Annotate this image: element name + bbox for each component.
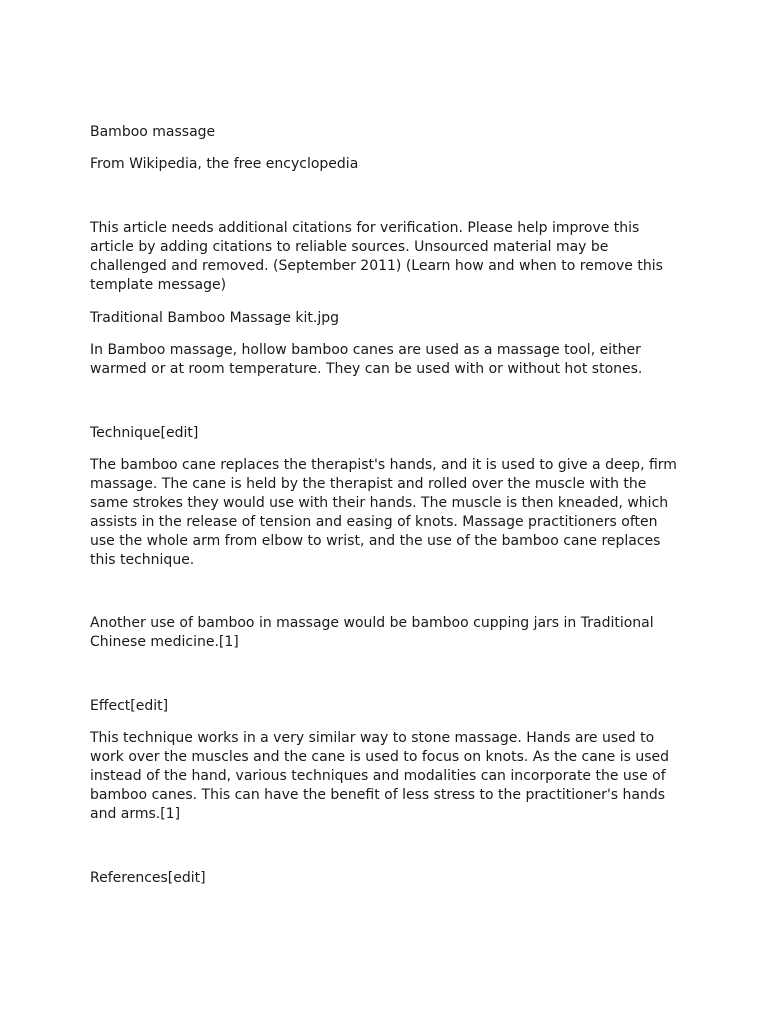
effect-paragraph: This technique works in a very similar way to stone massage. Hands are used to work over the muscles and the cane is used to focus on knots. As the cane is used instead of the hand, various techniques and modalities can incorporate the use of bamboo canes. This can have the benefit of less stress to the practitioner's hands and arms.[1] [90,730,670,822]
technique-paragraph-1: The bamboo cane replaces the therapist's hands, and it is used to give a deep, firm massage. The cane is held by the therapist and rolled over the muscle with the same strokes they would use with their hands. The muscle is then kneaded, which assists in the release of tension and easing of knots. Massage practitioners often use the whole arm from elbow to wrist, and the use of the bamboo cane replaces this technique. [90,457,677,568]
page-title: Bamboo massage [90,124,216,140]
section-heading-references: References[edit] [90,870,206,886]
intro-paragraph: In Bamboo massage, hollow bamboo canes are used as a massage tool, either warmed or at room temperature. They can be used with or without hot stones. [90,342,643,377]
citation-notice: This article needs additional citations for verification. Please help improve this article by adding citations to reliable sources. Unsourced material may be challenged and removed. (September 2011) (Learn how and when to remove this template message) [90,220,663,293]
image-caption: Traditional Bamboo Massage kit.jpg [90,310,340,326]
section-heading-effect: Effect[edit] [90,698,169,714]
section-heading-technique: Technique[edit] [90,425,199,441]
page-subtitle: From Wikipedia, the free encyclopedia [90,156,359,172]
technique-paragraph-2: Another use of bamboo in massage would be bamboo cupping jars in Traditional Chinese medicine.[1] [90,615,654,650]
